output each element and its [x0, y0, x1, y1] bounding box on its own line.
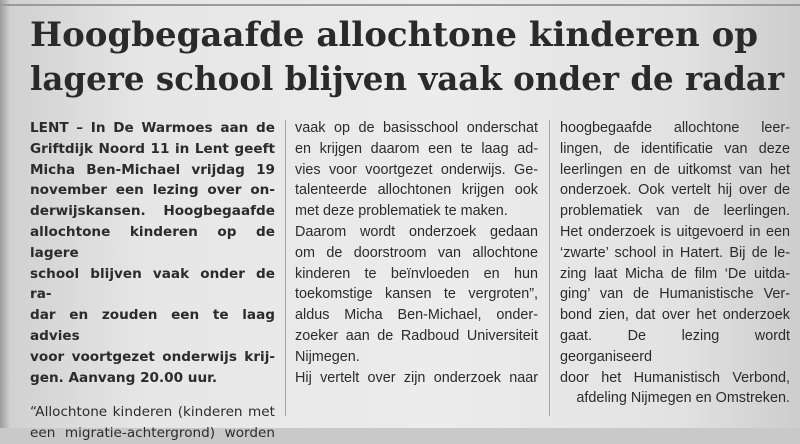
column-divider [549, 120, 550, 416]
body-line: en krijgen daarom een te laag ad- [295, 140, 538, 157]
body-line: “Allochtone kinderen (kinderen met [30, 404, 275, 421]
body-line: bond zien, dat over het onderzoek [560, 307, 790, 324]
body-line: vies voor voortgezet onderwijs. Ge- [295, 161, 538, 178]
article-headline [30, 14, 790, 100]
body-line: Hij vertelt over zijn onderzoek naar [295, 369, 538, 386]
body-line: kinderen te beïnvloeden en hun [295, 265, 538, 282]
body-line: door het Humanistisch Verbond, [560, 369, 790, 386]
lead-line: Griftdijk Noord 11 in Lent geeft [30, 140, 275, 157]
body-line: zing laat Micha de film ‘De uitda- [560, 265, 790, 282]
lead-line: allochtone kinderen op de lagere [30, 223, 275, 261]
lead-line: gen. Aanvang 20.00 uur. [30, 369, 218, 386]
body-line: Nijmegen. [295, 348, 360, 365]
body-line: Het onderzoek is uitgevoerd in een [560, 223, 790, 240]
article-column-2 [295, 118, 538, 418]
page-shadow [0, 0, 10, 428]
lead-line: dar en zouden een te laag advies [30, 307, 275, 344]
body-line: leerlingen en de uitkomst van het [560, 161, 790, 178]
body-line: met deze problematiek te maken. [295, 203, 508, 220]
body-line: problematiek van de leerlingen. [560, 203, 790, 220]
body-line: hoogbegaafde allochtone leer- [560, 120, 790, 136]
body-line: afdeling Nijmegen en Omstreken. [576, 390, 790, 407]
body-line: aldus Micha Ben-Michael, onder- [295, 307, 538, 324]
body-line: lingen, de identificatie van deze [560, 140, 790, 157]
body-line: Daarom wordt onderzoek gedaan [295, 223, 538, 240]
body-line: vaak op de basisschool onderschat [295, 120, 538, 136]
body-line: gaat. De lezing wordt georganiseerd [560, 327, 790, 365]
top-rule [0, 4, 800, 6]
lead-line: Micha Ben-Michael vrijdag 19 [30, 161, 275, 178]
lead-line: school blijven vaak onder de ra- [30, 265, 275, 303]
headline-line-1: Hoogbegaafde allochtone kinderen op [30, 15, 759, 55]
article-lead [30, 118, 275, 388]
article-column-1 [30, 118, 275, 442]
body-line: onderzoek. Ook vertelt hij over de [560, 182, 790, 199]
body-line: ‘zwarte’ school in Hatert. Bij de le- [560, 244, 790, 261]
headline-line-2: lagere school blijven vaak onder de radar [30, 59, 785, 98]
article-column-3 [560, 118, 790, 418]
column-divider [285, 120, 286, 416]
body-line: toekomstige kansen te vergroten”, [295, 286, 538, 303]
lead-line: derwijskansen. Hoogbegaafde [30, 203, 275, 220]
lead-line: voor voortgezet onderwijs krij- [30, 348, 275, 365]
lead-line: november een lezing over on- [30, 182, 275, 199]
body-line: ging’ van de Humanistische Ver- [560, 286, 790, 303]
body-line: talenteerde allochtonen krijgen ook [295, 182, 538, 199]
body-line: om de doorstroom van allochtone [295, 244, 538, 261]
body-line: een migratie-achtergrond) worden [30, 425, 275, 442]
lead-line: LENT – In De Warmoes aan de [30, 120, 275, 136]
body-line: zoeker aan de Radboud Universiteit [295, 327, 538, 344]
